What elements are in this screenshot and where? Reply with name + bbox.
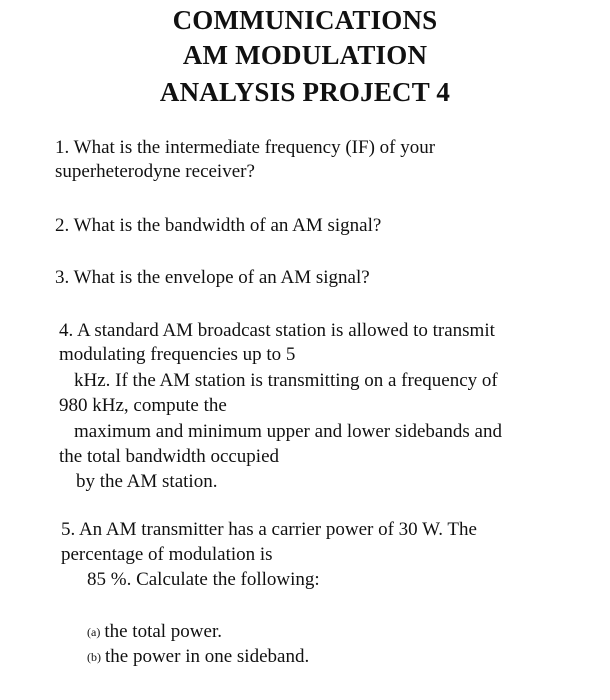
question-2-line-1: 2. What is the bandwidth of an AM signal?: [55, 215, 382, 236]
title-line-2: AM MODULATION: [182, 40, 428, 70]
part-b-label: (b): [87, 650, 101, 664]
part-a-label: (a): [87, 625, 101, 639]
question-5-line-3: 85 %. Calculate the following:: [87, 569, 320, 590]
title-line-1: COMMUNICATIONS: [172, 5, 438, 35]
part-a-text: the total power.: [104, 621, 222, 642]
question-1-line-2: superheterodyne receiver?: [55, 161, 255, 182]
part-b-text: the power in one sideband.: [105, 646, 310, 667]
question-1-line-1: 1. What is the intermediate frequency (IF) of your: [55, 137, 436, 158]
question-4-line-2: modulating frequencies up to 5: [59, 344, 296, 365]
title-line-3: ANALYSIS PROJECT 4: [159, 77, 451, 107]
question-4-line-3: kHz. If the AM station is transmitting on a frequency of: [74, 370, 498, 391]
question-4-line-5: maximum and minimum upper and lower sidebands and: [74, 421, 502, 442]
question-5-part-b: [87, 645, 309, 669]
question-4-line-6: the total bandwidth occupied: [59, 446, 280, 467]
question-3-line-1: 3. What is the envelope of an AM signal?: [55, 267, 370, 288]
question-4-line-1: 4. A standard AM broadcast station is allowed to transmit: [59, 320, 495, 341]
question-4-line-4: 980 kHz, compute the: [59, 395, 227, 416]
question-5-part-a: [87, 620, 222, 644]
question-5-line-2: percentage of modulation is: [61, 544, 273, 565]
question-4-line-7: by the AM station.: [76, 471, 218, 492]
question-5-line-1: 5. An AM transmitter has a carrier power of 30 W. The: [61, 519, 477, 540]
